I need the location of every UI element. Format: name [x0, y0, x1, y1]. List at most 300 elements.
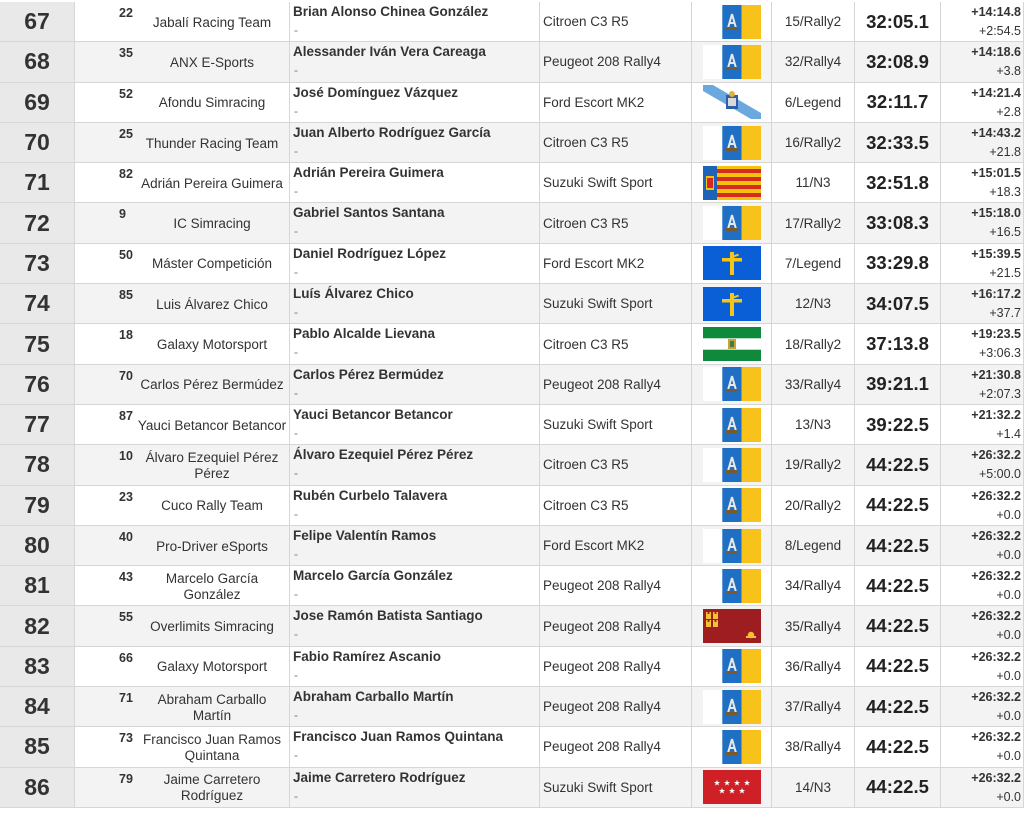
driver-name: Felipe Valentín Ramos [293, 527, 437, 543]
total-time: 44:22.5 [855, 646, 941, 686]
class-position: 20/Rally2 [772, 485, 855, 525]
canarias-flag-icon [703, 488, 761, 522]
class-position: 17/Rally2 [772, 203, 855, 243]
car-model: Citroen C3 R5 [540, 2, 692, 42]
driver-cell [290, 284, 540, 324]
driver-name: Abraham Carballo Martín [293, 689, 454, 705]
gap-to-leader: +14:43.2 [971, 125, 1021, 140]
driver-cell [290, 2, 540, 42]
region-flag-cell [692, 203, 772, 243]
car-number: 40 [119, 529, 133, 544]
position: 70 [24, 129, 50, 156]
driver-cell [290, 122, 540, 162]
class-position: 32/Rally4 [772, 42, 855, 82]
team-name: Álvaro Ezequiel Pérez Pérez [145, 449, 279, 481]
position-cell [0, 606, 75, 646]
table-row[interactable] [0, 566, 1024, 606]
gap-to-leader: +26:32.2 [971, 730, 1021, 745]
class-position: 6/Legend [772, 82, 855, 122]
driver-name: Yauci Betancor Betancor [293, 406, 453, 422]
gap-to-previous: +2:54.5 [978, 24, 1021, 38]
position-cell [0, 122, 75, 162]
total-time: 44:22.5 [855, 566, 941, 606]
car-model: Citroen C3 R5 [540, 324, 692, 364]
team-cell [75, 485, 290, 525]
team-cell [75, 284, 290, 324]
region-flag-cell [692, 525, 772, 565]
driver-name: Luís Álvarez Chico [293, 286, 414, 302]
car-number: 87 [119, 408, 133, 423]
car-model: Ford Escort MK2 [540, 525, 692, 565]
gap-cell [941, 485, 1024, 525]
car-model: Suzuki Swift Sport [540, 284, 692, 324]
position: 76 [24, 370, 50, 397]
region-flag-cell [692, 324, 772, 364]
driver-name: Alessander Iván Vera Careaga [293, 44, 486, 60]
gap-to-leader: +19:23.5 [971, 327, 1021, 342]
position: 86 [24, 773, 50, 800]
canarias-flag-icon [703, 126, 761, 160]
driver-name: Brian Alonso Chinea González [293, 4, 489, 19]
position: 85 [24, 733, 50, 760]
gap-cell [941, 767, 1024, 807]
gap-cell [941, 203, 1024, 243]
team-cell [75, 566, 290, 606]
driver-cell [290, 687, 540, 727]
team-cell [75, 243, 290, 283]
gap-to-leader: +14:14.8 [971, 5, 1021, 19]
team-cell [75, 324, 290, 364]
gap-to-leader: +26:32.2 [971, 609, 1021, 624]
position-cell [0, 2, 75, 42]
position-cell [0, 404, 75, 444]
driver-cell [290, 163, 540, 203]
position: 78 [24, 451, 50, 478]
codriver-name: - [294, 708, 298, 723]
driver-name: Jaime Carretero Rodríguez [293, 769, 466, 785]
galicia-flag-icon [703, 85, 761, 119]
team-name: Marcelo García González [165, 570, 259, 602]
gap-to-previous: +0.0 [996, 789, 1021, 804]
codriver-name: - [294, 627, 298, 642]
gap-to-leader: +26:32.2 [971, 488, 1021, 503]
asturias-flag-icon [703, 287, 761, 321]
position-cell [0, 243, 75, 283]
position-cell [0, 727, 75, 767]
gap-to-leader: +14:18.6 [971, 45, 1021, 60]
gap-cell [941, 404, 1024, 444]
table-row[interactable] [0, 445, 1024, 485]
class-position: 34/Rally4 [772, 566, 855, 606]
car-number: 85 [119, 288, 133, 303]
team-name: Thunder Racing Team [145, 135, 279, 151]
results-body [0, 2, 1024, 807]
car-model: Peugeot 208 Rally4 [540, 364, 692, 404]
table-row[interactable] [0, 525, 1024, 565]
region-flag-cell [692, 404, 772, 444]
position: 75 [24, 330, 50, 357]
gap-to-previous: +0.0 [996, 588, 1021, 603]
driver-cell [290, 767, 540, 807]
team-cell [75, 364, 290, 404]
codriver-name: - [294, 264, 298, 279]
driver-cell [290, 42, 540, 82]
gap-to-previous: +18.3 [989, 185, 1021, 200]
gap-to-previous: +0.0 [996, 709, 1021, 724]
gap-to-leader: +15:18.0 [971, 206, 1021, 221]
codriver-name: - [294, 305, 298, 320]
gap-to-leader: +26:32.2 [971, 528, 1021, 543]
driver-name: Álvaro Ezequiel Pérez Pérez [293, 447, 474, 463]
total-time: 33:29.8 [855, 243, 941, 283]
position-cell [0, 525, 75, 565]
team-name: ANX E-Sports [169, 54, 255, 70]
team-name: Luis Álvarez Chico [156, 296, 268, 312]
total-time: 32:33.5 [855, 122, 941, 162]
total-time: 44:22.5 [855, 445, 941, 485]
team-name: Abraham Carballo Martín [157, 691, 267, 723]
class-position: 15/Rally2 [772, 2, 855, 42]
car-number: 52 [119, 86, 133, 101]
position: 79 [24, 491, 50, 518]
position: 74 [24, 290, 50, 317]
total-time: 34:07.5 [855, 284, 941, 324]
class-position: 38/Rally4 [772, 727, 855, 767]
gap-to-previous: +0.0 [996, 628, 1021, 643]
table-row[interactable] [0, 606, 1024, 646]
position-cell [0, 445, 75, 485]
driver-cell [290, 404, 540, 444]
position: 72 [24, 209, 50, 236]
team-cell [75, 2, 290, 42]
gap-to-previous: +0.0 [996, 749, 1021, 764]
canarias-flag-icon [703, 45, 761, 79]
gap-cell [941, 243, 1024, 283]
region-flag-cell [692, 82, 772, 122]
driver-cell [290, 82, 540, 122]
codriver-name: - [294, 587, 298, 602]
position-cell [0, 284, 75, 324]
team-cell [75, 163, 290, 203]
team-name: Cuco Rally Team [161, 498, 263, 514]
region-flag-cell [692, 2, 772, 42]
table-row[interactable] [0, 687, 1024, 727]
driver-cell [290, 203, 540, 243]
valencia-flag-icon [703, 166, 761, 200]
gap-to-leader: +14:21.4 [971, 85, 1021, 100]
driver-cell [290, 606, 540, 646]
driver-cell [290, 243, 540, 283]
team-cell [75, 727, 290, 767]
team-cell [75, 646, 290, 686]
codriver-name: - [294, 23, 298, 37]
car-number: 73 [119, 731, 133, 746]
driver-name: Daniel Rodríguez López [293, 245, 447, 261]
team-cell [75, 687, 290, 727]
gap-to-previous: +0.0 [996, 507, 1021, 522]
team-name: Francisco Juan Ramos Quintana [142, 731, 282, 763]
position: 77 [24, 411, 50, 438]
team-name: Galaxy Motorsport [156, 337, 268, 353]
region-flag-cell [692, 767, 772, 807]
car-model: Suzuki Swift Sport [540, 767, 692, 807]
gap-to-leader: +26:32.2 [971, 569, 1021, 584]
gap-to-leader: +21:32.2 [971, 407, 1021, 422]
total-time: 44:22.5 [855, 767, 941, 807]
gap-to-leader: +15:39.5 [971, 246, 1021, 261]
team-name: Jabalí Racing Team [152, 14, 272, 30]
class-position: 16/Rally2 [772, 122, 855, 162]
class-position: 13/N3 [772, 404, 855, 444]
region-flag-cell [692, 163, 772, 203]
team-name: IC Simracing [173, 216, 251, 232]
codriver-name: - [294, 506, 298, 521]
gap-to-previous: +0.0 [996, 547, 1021, 562]
car-model: Ford Escort MK2 [540, 243, 692, 283]
driver-name: Pablo Alcalde Lievana [293, 326, 436, 342]
region-flag-cell [692, 122, 772, 162]
gap-cell [941, 646, 1024, 686]
gap-to-previous: +2.8 [996, 104, 1021, 119]
andalucia-flag-icon [703, 327, 761, 361]
car-model: Peugeot 208 Rally4 [540, 646, 692, 686]
position-cell [0, 42, 75, 82]
team-name: Pro-Driver eSports [156, 538, 268, 554]
driver-cell [290, 646, 540, 686]
driver-cell [290, 485, 540, 525]
gap-cell [941, 42, 1024, 82]
team-cell [75, 445, 290, 485]
car-number: 79 [119, 771, 133, 786]
region-flag-cell [692, 727, 772, 767]
region-flag-cell [692, 606, 772, 646]
car-number: 71 [119, 691, 133, 706]
car-model: Suzuki Swift Sport [540, 163, 692, 203]
car-number: 43 [119, 570, 133, 585]
gap-to-previous: +21.8 [989, 144, 1021, 159]
team-name: Overlimits Simracing [150, 619, 274, 635]
car-model: Ford Escort MK2 [540, 82, 692, 122]
codriver-name: - [294, 466, 298, 481]
position-cell [0, 82, 75, 122]
team-cell [75, 767, 290, 807]
driver-cell [290, 324, 540, 364]
total-time: 44:22.5 [855, 687, 941, 727]
position: 69 [24, 88, 50, 115]
driver-cell [290, 566, 540, 606]
table-row[interactable] [0, 767, 1024, 807]
driver-name: José Domínguez Vázquez [293, 84, 459, 100]
table-row[interactable] [0, 284, 1024, 324]
position-cell [0, 485, 75, 525]
team-cell [75, 525, 290, 565]
codriver-name: - [294, 184, 298, 199]
table-row[interactable] [0, 324, 1024, 364]
car-number: 50 [119, 247, 133, 262]
table-row[interactable] [0, 2, 1024, 42]
position: 73 [24, 249, 50, 276]
car-number: 18 [119, 328, 133, 343]
team-name: Carlos Pérez Bermúdez [140, 377, 284, 393]
gap-to-previous: +3.8 [996, 64, 1021, 79]
table-row[interactable] [0, 646, 1024, 686]
driver-name: Fabio Ramírez Ascanio [293, 648, 442, 664]
table-row[interactable] [0, 243, 1024, 283]
codriver-name: - [294, 224, 298, 239]
canarias-flag-icon [703, 690, 761, 724]
gap-to-leader: +26:32.2 [971, 770, 1021, 785]
table-row[interactable] [0, 727, 1024, 767]
driver-name: Carlos Pérez Bermúdez [293, 366, 444, 382]
car-model: Citroen C3 R5 [540, 203, 692, 243]
canarias-flag-icon [703, 569, 761, 603]
car-model: Suzuki Swift Sport [540, 404, 692, 444]
total-time: 32:51.8 [855, 163, 941, 203]
gap-cell [941, 445, 1024, 485]
car-number: 70 [119, 368, 133, 383]
total-time: 39:22.5 [855, 404, 941, 444]
car-number: 10 [119, 449, 133, 464]
driver-name: Rubén Curbelo Talavera [293, 487, 448, 503]
codriver-name: - [294, 385, 298, 400]
total-time: 32:05.1 [855, 2, 941, 42]
car-number: 23 [119, 489, 133, 504]
total-time: 44:22.5 [855, 606, 941, 646]
gap-to-previous: +0.0 [996, 668, 1021, 683]
madrid-flag-icon [703, 770, 761, 804]
team-name: Galaxy Motorsport [156, 659, 268, 675]
gap-cell [941, 163, 1024, 203]
gap-to-leader: +16:17.2 [971, 287, 1021, 302]
class-position: 8/Legend [772, 525, 855, 565]
car-model: Citroen C3 R5 [540, 122, 692, 162]
class-position: 19/Rally2 [772, 445, 855, 485]
class-position: 14/N3 [772, 767, 855, 807]
region-flag-cell [692, 646, 772, 686]
codriver-name: - [294, 546, 298, 561]
gap-cell [941, 2, 1024, 42]
car-number: 82 [119, 167, 133, 182]
driver-cell [290, 525, 540, 565]
driver-name: Gabriel Santos Santana [293, 205, 445, 221]
position-cell [0, 687, 75, 727]
murcia-flag-icon [703, 609, 761, 643]
class-position: 37/Rally4 [772, 687, 855, 727]
table-row[interactable] [0, 42, 1024, 82]
car-number: 22 [119, 6, 133, 20]
car-number: 66 [119, 650, 133, 665]
car-number: 25 [119, 126, 133, 141]
canarias-flag-icon [703, 408, 761, 442]
region-flag-cell [692, 485, 772, 525]
total-time: 39:21.1 [855, 364, 941, 404]
canarias-flag-icon [703, 5, 761, 39]
table-row[interactable] [0, 404, 1024, 444]
codriver-name: - [294, 748, 298, 763]
car-number: 35 [119, 46, 133, 61]
gap-to-previous: +5:00.0 [978, 467, 1021, 482]
codriver-name: - [294, 788, 298, 803]
class-position: 35/Rally4 [772, 606, 855, 646]
position-cell [0, 364, 75, 404]
class-position: 33/Rally4 [772, 364, 855, 404]
position: 68 [24, 48, 50, 75]
team-cell [75, 42, 290, 82]
codriver-name: - [294, 667, 298, 682]
team-cell [75, 203, 290, 243]
canarias-flag-icon [703, 448, 761, 482]
gap-cell [941, 606, 1024, 646]
table-row[interactable] [0, 82, 1024, 122]
region-flag-cell [692, 445, 772, 485]
gap-to-leader: +26:32.2 [971, 649, 1021, 664]
table-row[interactable] [0, 122, 1024, 162]
codriver-name: - [294, 425, 298, 440]
total-time: 44:22.5 [855, 525, 941, 565]
driver-cell [290, 727, 540, 767]
car-model: Peugeot 208 Rally4 [540, 566, 692, 606]
codriver-name: - [294, 63, 298, 78]
class-position: 7/Legend [772, 243, 855, 283]
position: 67 [24, 8, 50, 35]
gap-to-leader: +21:30.8 [971, 367, 1021, 382]
table-row[interactable] [0, 485, 1024, 525]
team-cell [75, 404, 290, 444]
gap-cell [941, 122, 1024, 162]
position-cell [0, 203, 75, 243]
total-time: 33:08.3 [855, 203, 941, 243]
gap-cell [941, 525, 1024, 565]
driver-cell [290, 364, 540, 404]
region-flag-cell [692, 566, 772, 606]
position-cell [0, 646, 75, 686]
position: 83 [24, 652, 50, 679]
table-row[interactable] [0, 364, 1024, 404]
region-flag-cell [692, 687, 772, 727]
gap-to-previous: +1.4 [996, 426, 1021, 441]
gap-cell [941, 566, 1024, 606]
gap-to-previous: +3:06.3 [978, 346, 1021, 361]
gap-to-leader: +26:32.2 [971, 690, 1021, 705]
driver-name: Juan Alberto Rodríguez García [293, 124, 491, 140]
team-name: Jaime Carretero Rodríguez [163, 772, 261, 804]
car-model: Citroen C3 R5 [540, 445, 692, 485]
class-position: 18/Rally2 [772, 324, 855, 364]
gap-to-leader: +26:32.2 [971, 448, 1021, 463]
table-row[interactable] [0, 163, 1024, 203]
position-cell [0, 767, 75, 807]
position: 81 [24, 572, 50, 599]
region-flag-cell [692, 243, 772, 283]
car-model: Peugeot 208 Rally4 [540, 42, 692, 82]
table-row[interactable] [0, 203, 1024, 243]
driver-name: Francisco Juan Ramos Quintana [293, 729, 504, 745]
car-number: 9 [119, 207, 126, 222]
gap-cell [941, 364, 1024, 404]
position: 71 [24, 169, 50, 196]
canarias-flag-icon [703, 730, 761, 764]
results-table [0, 2, 1024, 808]
team-cell [75, 82, 290, 122]
codriver-name: - [294, 143, 298, 158]
total-time: 44:22.5 [855, 485, 941, 525]
driver-name: Adrián Pereira Guimera [293, 165, 444, 181]
position-cell [0, 324, 75, 364]
codriver-name: - [294, 103, 298, 118]
total-time: 32:08.9 [855, 42, 941, 82]
gap-cell [941, 687, 1024, 727]
team-cell [75, 606, 290, 646]
